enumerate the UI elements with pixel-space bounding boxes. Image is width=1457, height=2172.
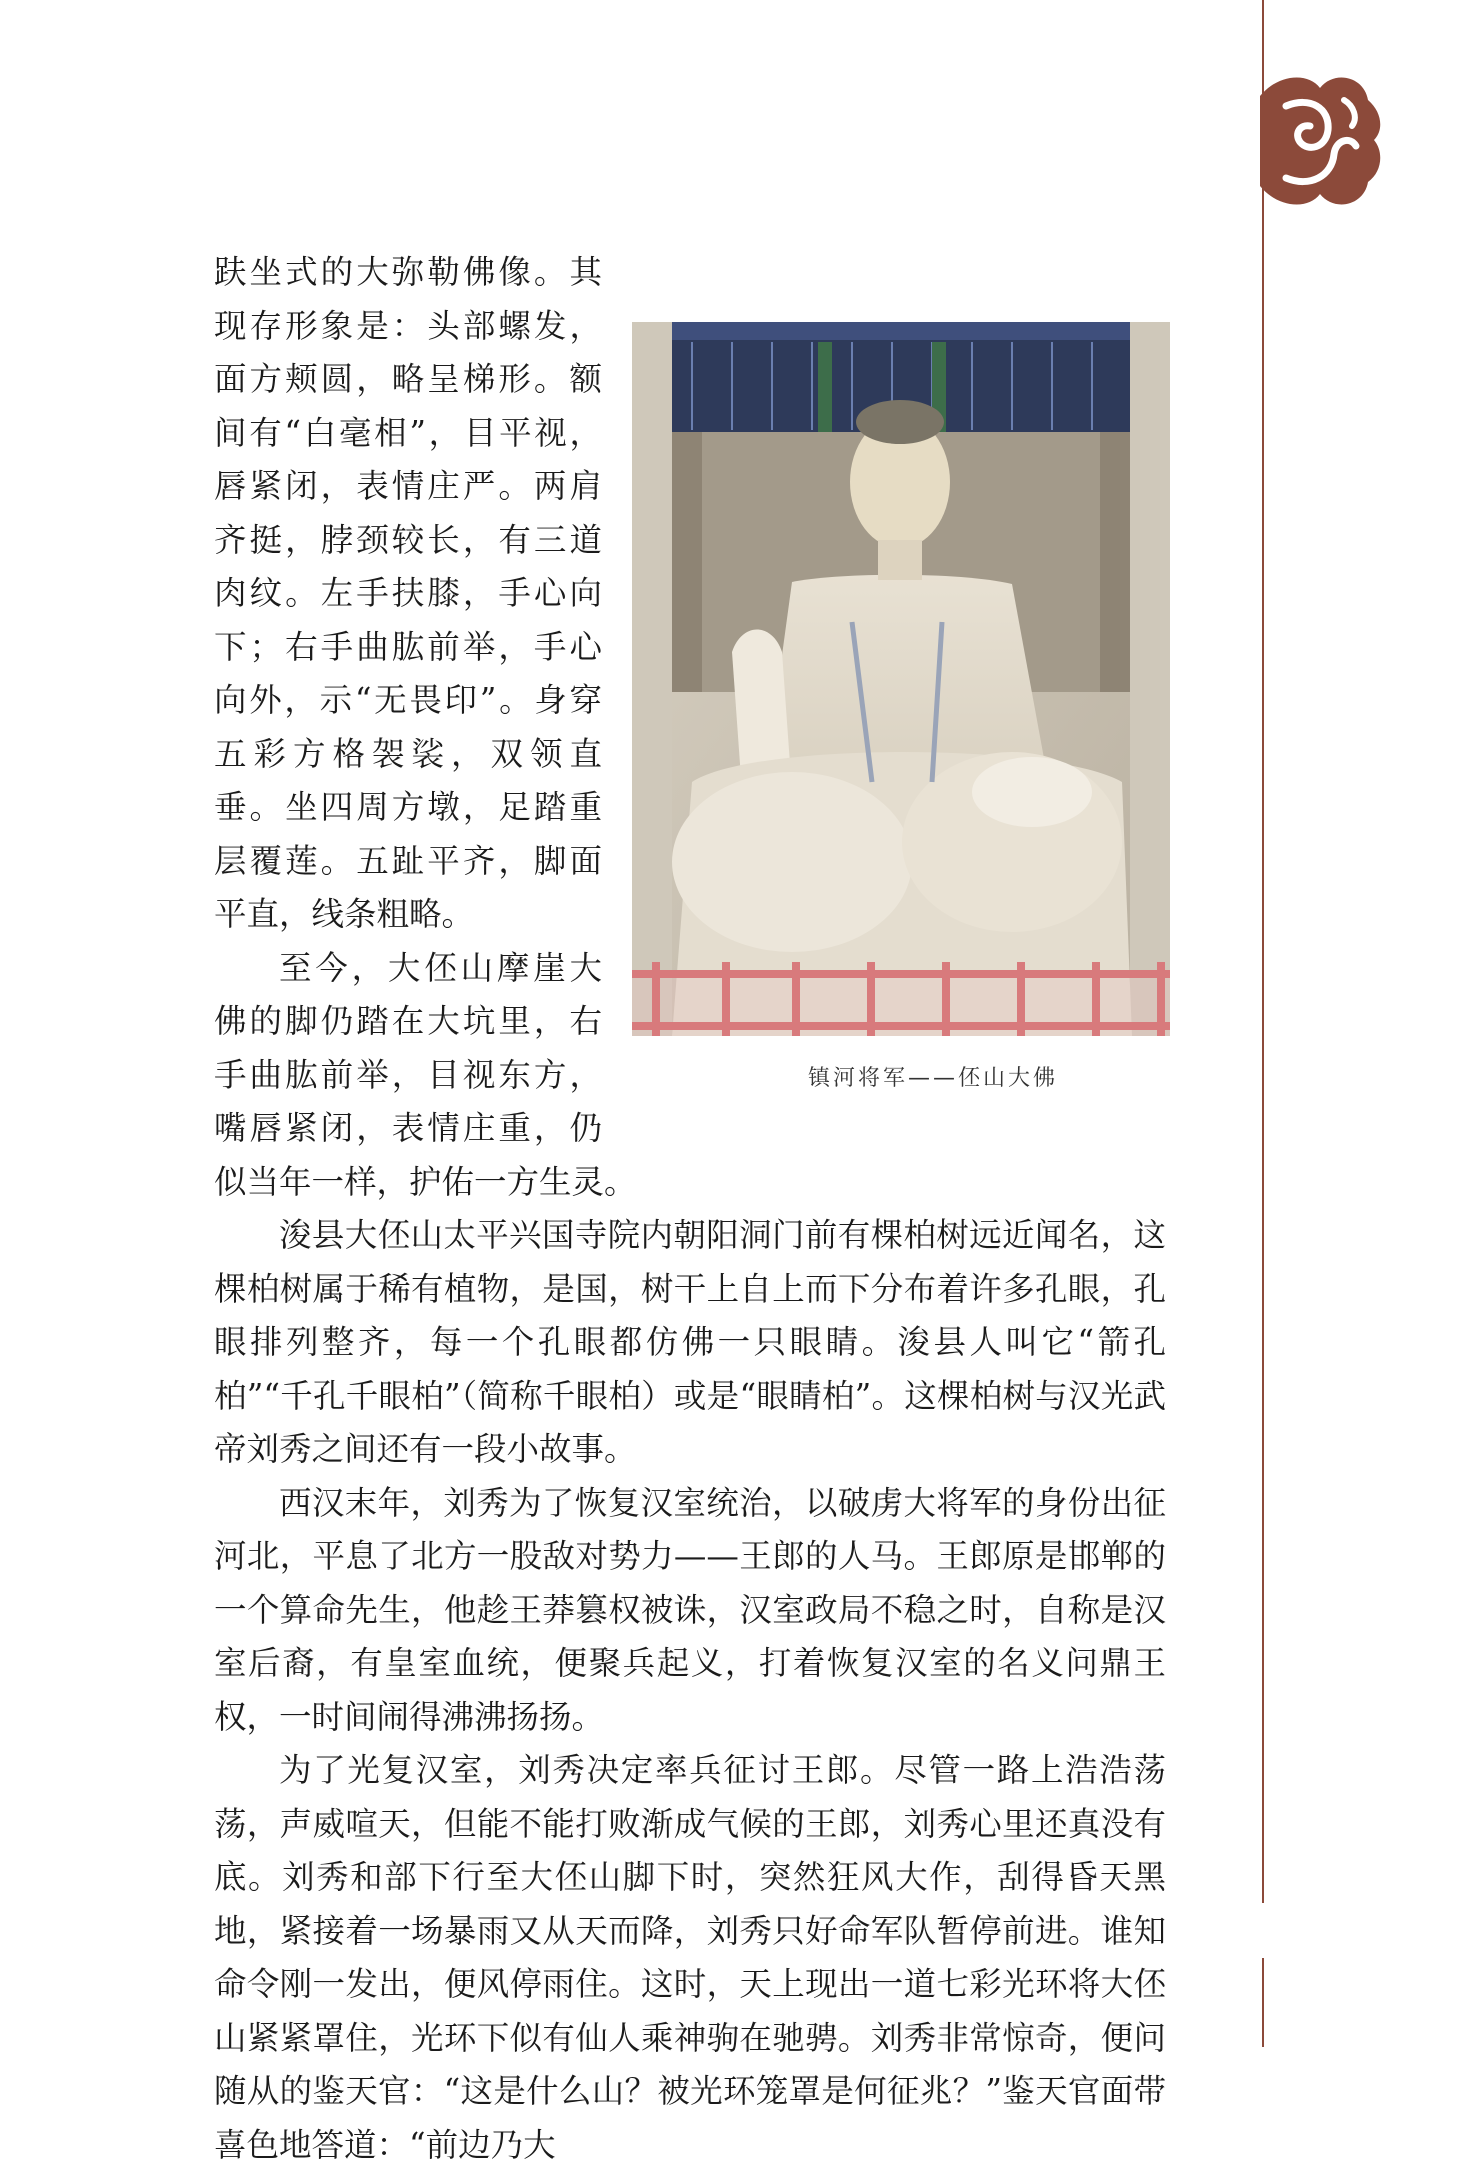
figure xyxy=(632,322,1170,1142)
paragraph-5: 为了光复汉室，刘秀决定率兵征讨王郎。尽管一路上浩浩荡荡，声威喧天，但能不能打败渐成气候的王郎，刘秀心里还真没有底。刘秀和部下行至大伾山脚下时，突然狂风大作，刮得昏天黑地，紧接着一场暴雨又从天而降，刘秀只好命军队暂停前进。谁知命令刚一发出，便风停雨住。这时，天上现出一道七彩光环将大伾山紧紧罩住，光环下似有仙人乘神驹在驰骋。刘秀非常惊奇，便问随从的鉴天官：“这是什么山？被光环笼罩是何征兆？”鉴天官面带喜色地答道：“前边乃大 xyxy=(214,1751,1166,2164)
margin-rule-bottom xyxy=(1262,1958,1264,2047)
figure-caption: 镇河将军——伾山大佛 xyxy=(807,1066,1058,1091)
paragraph-3: 浚县大伾山太平兴国寺院内朝阳洞门前有棵柏树远近闻名，这棵柏树属于稀有植物，是国，树干上自上而下分布着许多孔眼，孔眼排列整齐，每一个孔眼都仿佛一只眼睛。浚县人叫它“箭孔柏”“千孔千眼柏”（简称千眼柏）或是“眼睛柏”。这棵柏树与汉光武帝刘秀之间还有一段小故事。 xyxy=(214,1216,1166,1468)
cloud-scroll-ornament-icon xyxy=(1256,66,1386,216)
paragraph-4: 西汉末年，刘秀为了恢复汉室统治，以破虏大将军的身份出征河北，平息了北方一股敌对势力——王郎的人马。王郎原是邯郸的一个算命先生，他趁王莽篡权被诛，汉室政局不稳之时，自称是汉室后裔，有皇室血统，便聚兵起义，打着恢复汉室的名义问鼎王权，一时间闹得沸沸扬扬。 xyxy=(214,1483,1166,1736)
paragraph-2: 至今，大伾山摩崖大佛的脚仍踏在大坑里，右手曲肱前举，目视东方，嘴唇紧闭，表情庄重，仍似当年一样，护佑一方生灵。 xyxy=(214,948,637,1201)
body-text xyxy=(214,246,1166,2172)
margin-rule-top xyxy=(1262,0,1264,1903)
paragraph-1: 趺坐式的大弥勒佛像。其现存形象是：头部螺发，面方颊圆，略呈梯形。额间有“白毫相”，目平视，唇紧闭，表情庄严。两肩齐挺，脖颈较长，有三道肉纹。左手扶膝，手心向下；右手曲肱前举，手心向外，示“无畏印”。身穿五彩方格袈裟，双领直垂。坐四周方墩，足踏重层覆莲。五趾平齐，脚面平直，线条粗略。 xyxy=(214,253,602,933)
buddha-photo xyxy=(632,322,1170,1036)
